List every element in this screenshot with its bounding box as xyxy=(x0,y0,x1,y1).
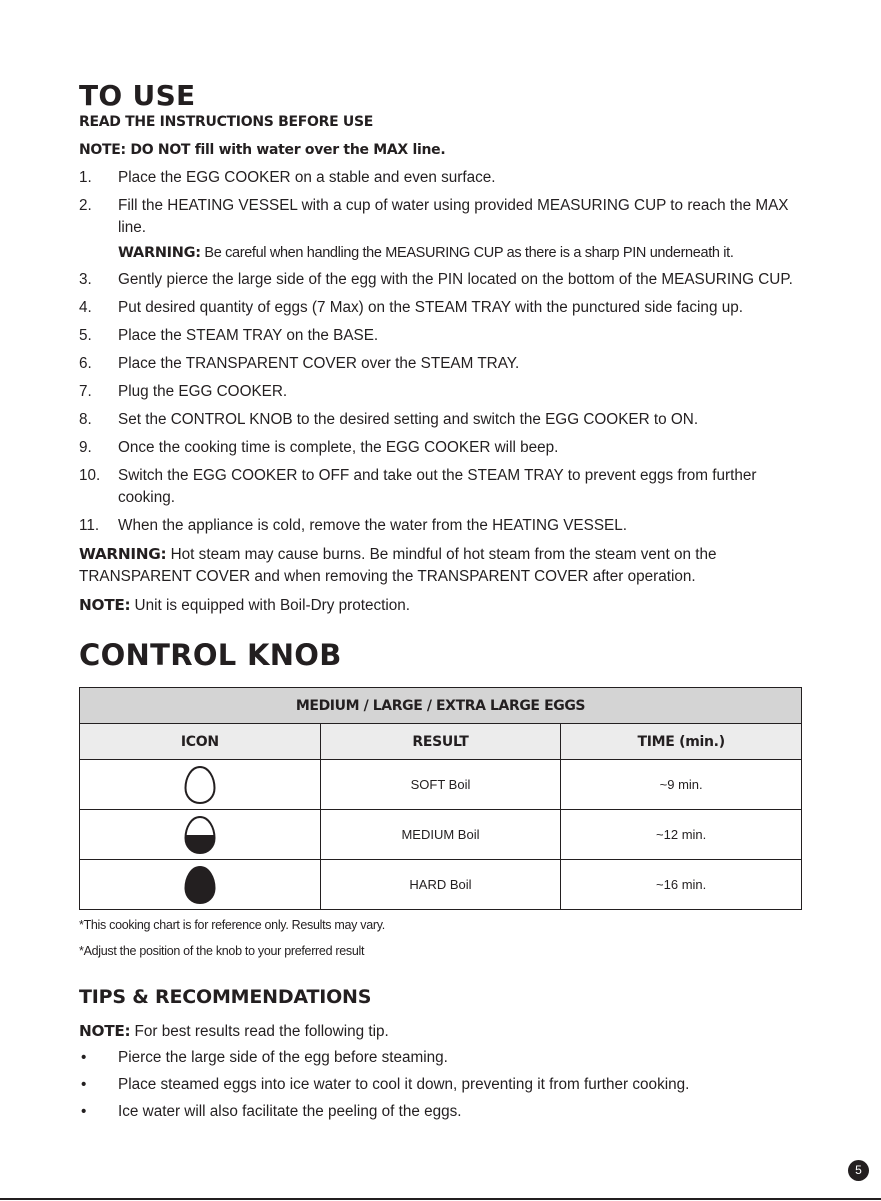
step-text: When the appliance is cold, remove the water from the HEATING VESSEL. xyxy=(118,517,627,534)
manual-page xyxy=(79,80,802,1128)
control-knob-title: CONTROL KNOB xyxy=(79,638,342,672)
icon-cell xyxy=(80,860,321,910)
step-4 xyxy=(79,297,802,319)
warning-label: WARNING: xyxy=(79,545,167,563)
list-item xyxy=(79,1047,802,1069)
step-text: Place the STEAM TRAY on the BASE. xyxy=(118,327,379,344)
note-text: Unit is equipped with Boil-Dry protection. xyxy=(130,597,411,614)
step-2-warning xyxy=(79,243,802,263)
icon-cell xyxy=(80,760,321,810)
header-result: RESULT xyxy=(320,724,561,760)
step-7 xyxy=(79,381,802,403)
header-icon: ICON xyxy=(80,724,321,760)
step-5 xyxy=(79,325,802,347)
page-number: 5 xyxy=(848,1160,869,1181)
step-number: 7. xyxy=(79,383,92,400)
note-text: For best results read the following tip. xyxy=(130,1023,389,1040)
step-10 xyxy=(79,465,802,509)
icon-cell xyxy=(80,810,321,860)
note-label: NOTE: xyxy=(79,1022,131,1040)
egg-half-filled-icon xyxy=(183,815,217,855)
step-9 xyxy=(79,437,802,459)
tips-note xyxy=(79,1020,802,1043)
tip-text: Ice water will also facilitate the peeling of the eggs. xyxy=(118,1103,462,1120)
step-number: 9. xyxy=(79,439,92,456)
step-number: 6. xyxy=(79,355,92,372)
read-instructions-subtitle: READ THE INSTRUCTIONS BEFORE USE xyxy=(79,114,374,130)
step-3 xyxy=(79,269,802,291)
tips-list xyxy=(79,1047,802,1123)
egg-outline-icon xyxy=(183,765,217,805)
instruction-steps xyxy=(79,167,802,537)
knob-footnote: *Adjust the position of the knob to your preferred result xyxy=(79,944,365,958)
step-text: Gently pierce the large side of the egg with the PIN located on the bottom of the MEASURING CUP. xyxy=(118,271,793,288)
to-use-title: TO USE xyxy=(79,79,196,112)
step-number: 4. xyxy=(79,299,92,316)
step-1 xyxy=(79,167,802,189)
step-text: Place the TRANSPARENT COVER over the STEAM TRAY. xyxy=(118,355,520,372)
list-item xyxy=(79,1074,802,1096)
chart-footnote: *This cooking chart is for reference only. Results may vary. xyxy=(79,918,385,932)
bullet: • xyxy=(81,1076,87,1093)
header-time: TIME (min.) xyxy=(561,724,802,760)
step-number: 10. xyxy=(79,467,101,484)
bullet: • xyxy=(81,1049,87,1066)
step-11 xyxy=(79,515,802,537)
note-label: NOTE: xyxy=(79,596,131,614)
result-cell: SOFT Boil xyxy=(320,760,561,810)
step-text: Once the cooking time is complete, the EGG COOKER will beep. xyxy=(118,439,559,456)
egg-full-filled-icon xyxy=(183,865,217,905)
boil-dry-note xyxy=(79,594,802,617)
table-banner: MEDIUM / LARGE / EXTRA LARGE EGGS xyxy=(80,688,802,724)
time-cell: ~9 min. xyxy=(561,760,802,810)
bottom-rule xyxy=(0,1198,881,1200)
step-number: 1. xyxy=(79,169,92,186)
warning-text: Be careful when handling the MEASURING CUP as there is a sharp PIN underneath it. xyxy=(200,245,734,261)
result-cell: HARD Boil xyxy=(320,860,561,910)
time-cell: ~16 min. xyxy=(561,860,802,910)
warning-label: WARNING: xyxy=(118,245,201,261)
step-text: Place the EGG COOKER on a stable and even surface. xyxy=(118,169,496,186)
step-text: Put desired quantity of eggs (7 Max) on the STEAM TRAY with the punctured side facing up. xyxy=(118,299,743,316)
warning-text: Hot steam may cause burns. Be mindful of hot steam from the steam vent on the TRANSPARENT COVER and when removing the TRANSPARENT COVER after operation. xyxy=(79,546,717,585)
step-text: Set the CONTROL KNOB to the desired setting and switch the EGG COOKER to ON. xyxy=(118,411,699,428)
cooking-chart-table xyxy=(79,687,802,910)
step-text: Fill the HEATING VESSEL with a cup of water using provided MEASURING CUP to reach the MAX line. xyxy=(118,197,789,236)
step-text: Switch the EGG COOKER to OFF and take out the STEAM TRAY to prevent eggs from further cooking. xyxy=(118,467,757,506)
table-row xyxy=(80,810,802,860)
step-6 xyxy=(79,353,802,375)
time-cell: ~12 min. xyxy=(561,810,802,860)
hot-steam-warning xyxy=(79,543,802,588)
step-number: 8. xyxy=(79,411,92,428)
table-row xyxy=(80,860,802,910)
list-item xyxy=(79,1101,802,1123)
bullet: • xyxy=(81,1103,87,1120)
step-text: Plug the EGG COOKER. xyxy=(118,383,288,400)
step-number: 5. xyxy=(79,327,92,344)
result-cell: MEDIUM Boil xyxy=(320,810,561,860)
step-2 xyxy=(79,195,802,239)
tips-title: TIPS & RECOMMENDATIONS xyxy=(79,986,372,1008)
step-8 xyxy=(79,409,802,431)
max-line-note: NOTE: DO NOT fill with water over the MAX line. xyxy=(79,142,446,158)
step-number: 2. xyxy=(79,197,92,214)
tip-text: Pierce the large side of the egg before steaming. xyxy=(118,1049,448,1066)
step-number: 3. xyxy=(79,271,92,288)
tip-text: Place steamed eggs into ice water to cool it down, preventing it from further cooking. xyxy=(118,1076,690,1093)
step-number: 11. xyxy=(79,517,100,534)
table-row xyxy=(80,760,802,810)
